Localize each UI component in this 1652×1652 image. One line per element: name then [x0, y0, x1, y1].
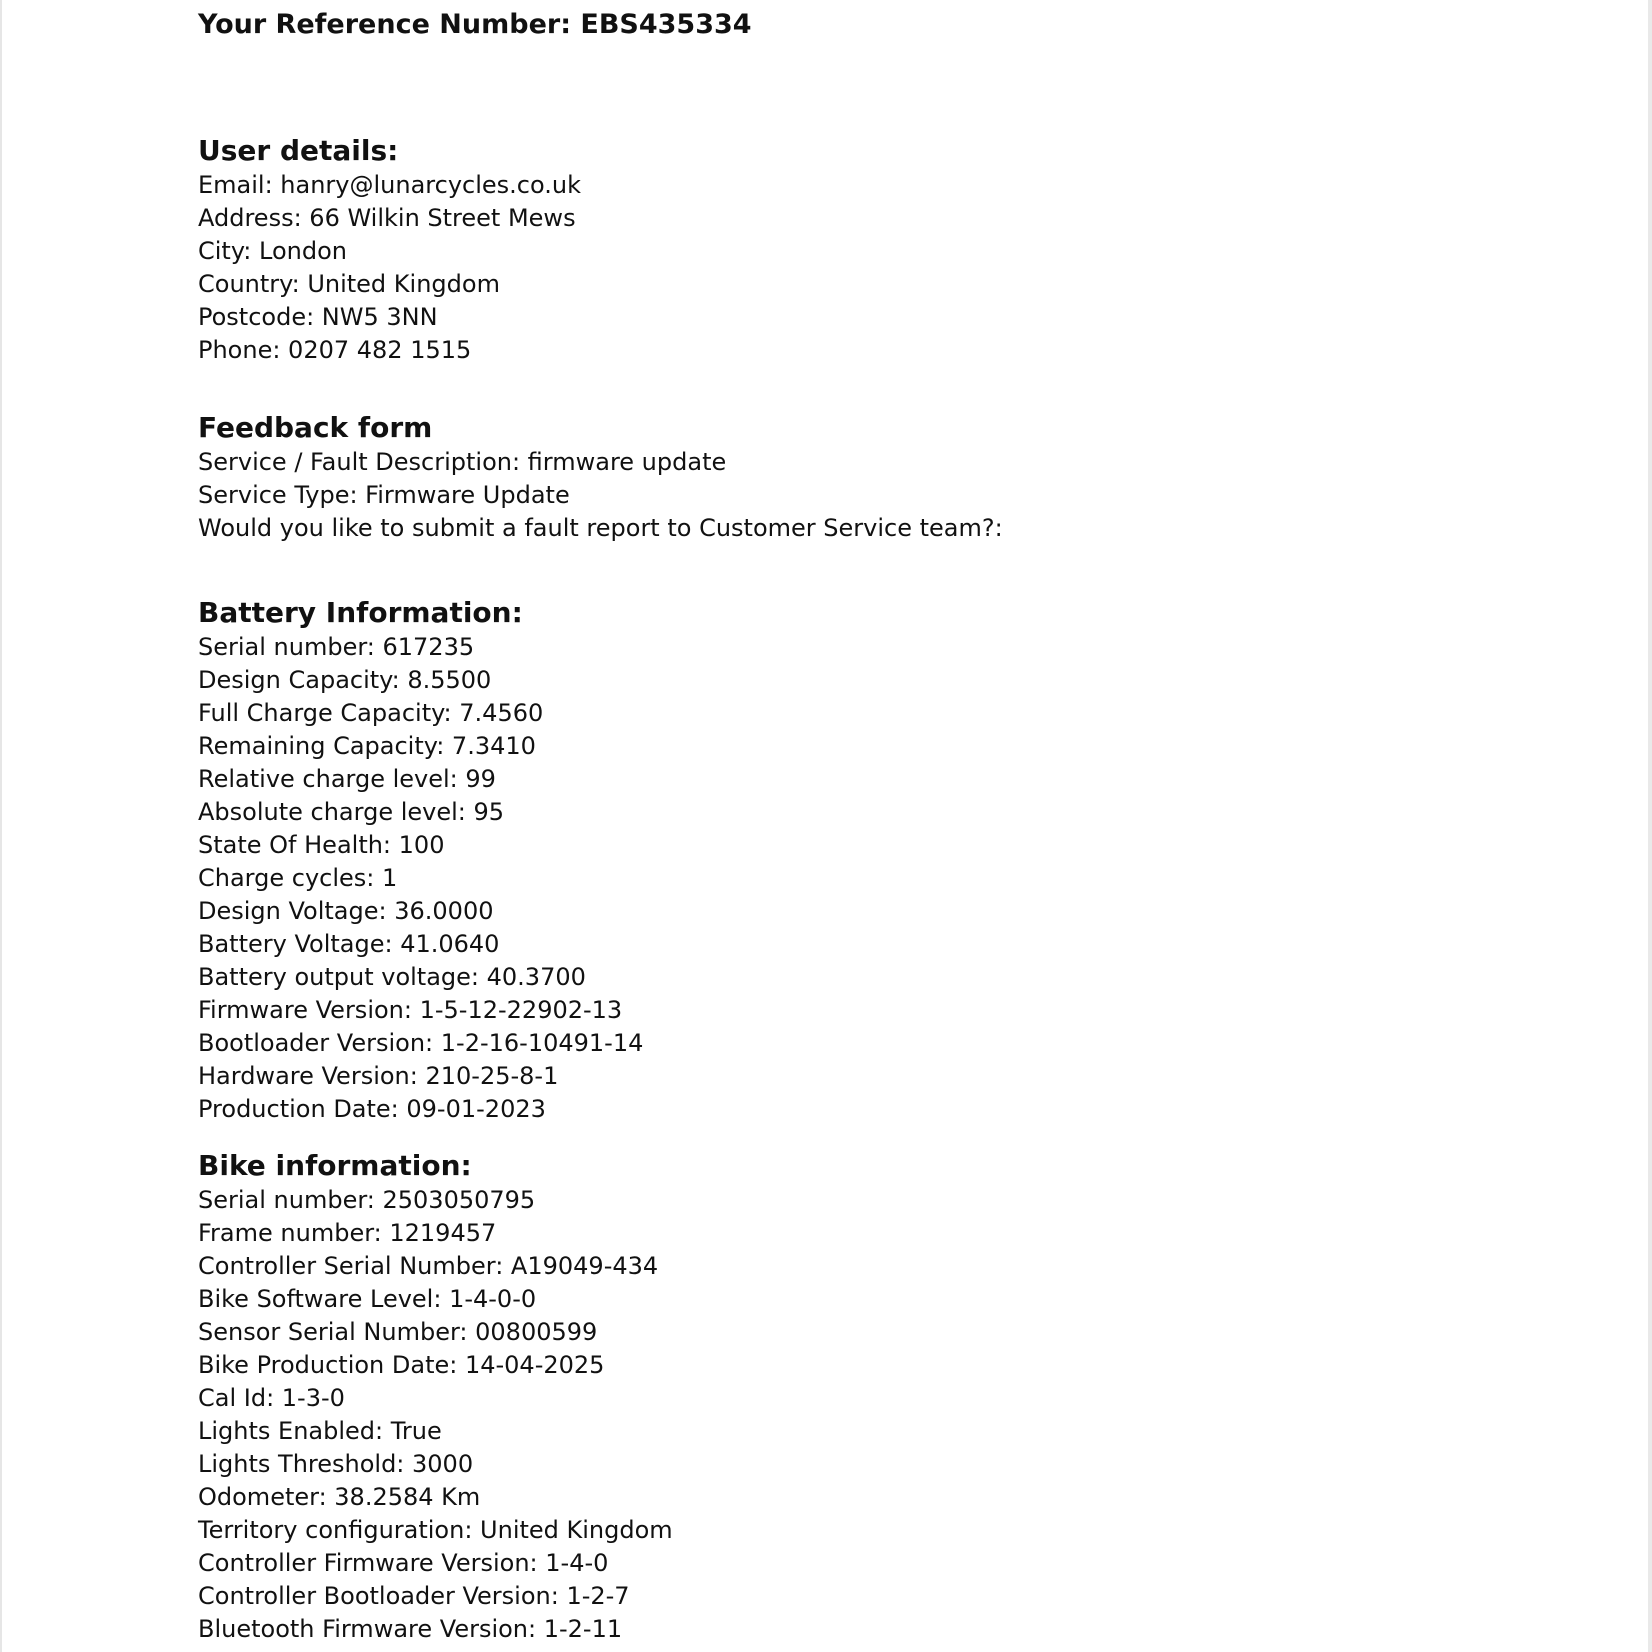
battery-design-voltage: Design Voltage: 36.0000 — [198, 897, 494, 925]
user-address: Address: 66 Wilkin Street Mews — [198, 204, 576, 232]
user-details-heading: User details: — [198, 134, 399, 167]
bike-production-date: Bike Production Date: 14-04-2025 — [198, 1351, 605, 1379]
feedback-description: Service / Fault Description: firmware update — [198, 448, 727, 476]
user-details-section — [198, 133, 581, 367]
battery-charge-cycles: Charge cycles: 1 — [198, 864, 398, 892]
bike-odometer: Odometer: 38.2584 Km — [198, 1483, 481, 1511]
bike-lights-threshold: Lights Threshold: 3000 — [198, 1450, 474, 1478]
user-city: City: London — [198, 237, 347, 265]
bike-controller-firmware-version: Controller Firmware Version: 1-4-0 — [198, 1549, 609, 1577]
feedback-section — [198, 410, 1003, 545]
user-phone: Phone: 0207 482 1515 — [198, 336, 472, 364]
battery-absolute-charge: Absolute charge level: 95 — [198, 798, 505, 826]
bike-serial-number: Serial number: 2503050795 — [198, 1186, 536, 1214]
battery-relative-charge: Relative charge level: 99 — [198, 765, 496, 793]
battery-full-charge-capacity: Full Charge Capacity: 7.4560 — [198, 699, 544, 727]
battery-firmware-version: Firmware Version: 1-5-12-22902-13 — [198, 996, 623, 1024]
feedback-heading: Feedback form — [198, 411, 433, 444]
bike-software-level: Bike Software Level: 1-4-0-0 — [198, 1285, 537, 1313]
bike-controller-serial: Controller Serial Number: A19049-434 — [198, 1252, 659, 1280]
bike-heading: Bike information: — [198, 1149, 472, 1182]
bike-section — [198, 1148, 673, 1646]
bike-sensor-serial: Sensor Serial Number: 00800599 — [198, 1318, 598, 1346]
battery-state-of-health: State Of Health: 100 — [198, 831, 445, 859]
bike-lights-enabled: Lights Enabled: True — [198, 1417, 442, 1445]
battery-bootloader-version: Bootloader Version: 1-2-16-10491-14 — [198, 1029, 644, 1057]
battery-remaining-capacity: Remaining Capacity: 7.3410 — [198, 732, 536, 760]
battery-design-capacity: Design Capacity: 8.5500 — [198, 666, 492, 694]
bike-frame-number: Frame number: 1219457 — [198, 1219, 497, 1247]
user-postcode: Postcode: NW5 3NN — [198, 303, 438, 331]
feedback-service-type: Service Type: Firmware Update — [198, 481, 570, 509]
page-left-edge — [0, 0, 2, 1652]
user-country: Country: United Kingdom — [198, 270, 500, 298]
battery-section — [198, 595, 643, 1126]
bike-cal-id: Cal Id: 1-3-0 — [198, 1384, 345, 1412]
reference-number: Your Reference Number: EBS435334 — [198, 9, 752, 40]
bike-territory-configuration: Territory configuration: United Kingdom — [198, 1516, 673, 1544]
user-email: Email: hanry@lunarcycles.co.uk — [198, 171, 581, 199]
battery-heading: Battery Information: — [198, 596, 523, 629]
bike-bluetooth-firmware-version: Bluetooth Firmware Version: 1-2-11 — [198, 1615, 623, 1643]
page-right-edge — [1648, 0, 1652, 1652]
battery-voltage: Battery Voltage: 41.0640 — [198, 930, 500, 958]
battery-serial-number: Serial number: 617235 — [198, 633, 475, 661]
battery-output-voltage: Battery output voltage: 40.3700 — [198, 963, 586, 991]
battery-hardware-version: Hardware Version: 210-25-8-1 — [198, 1062, 559, 1090]
bike-controller-bootloader-version: Controller Bootloader Version: 1-2-7 — [198, 1582, 630, 1610]
feedback-fault-report-question: Would you like to submit a fault report to Customer Service team?: — [198, 514, 1003, 542]
battery-production-date: Production Date: 09-01-2023 — [198, 1095, 546, 1123]
